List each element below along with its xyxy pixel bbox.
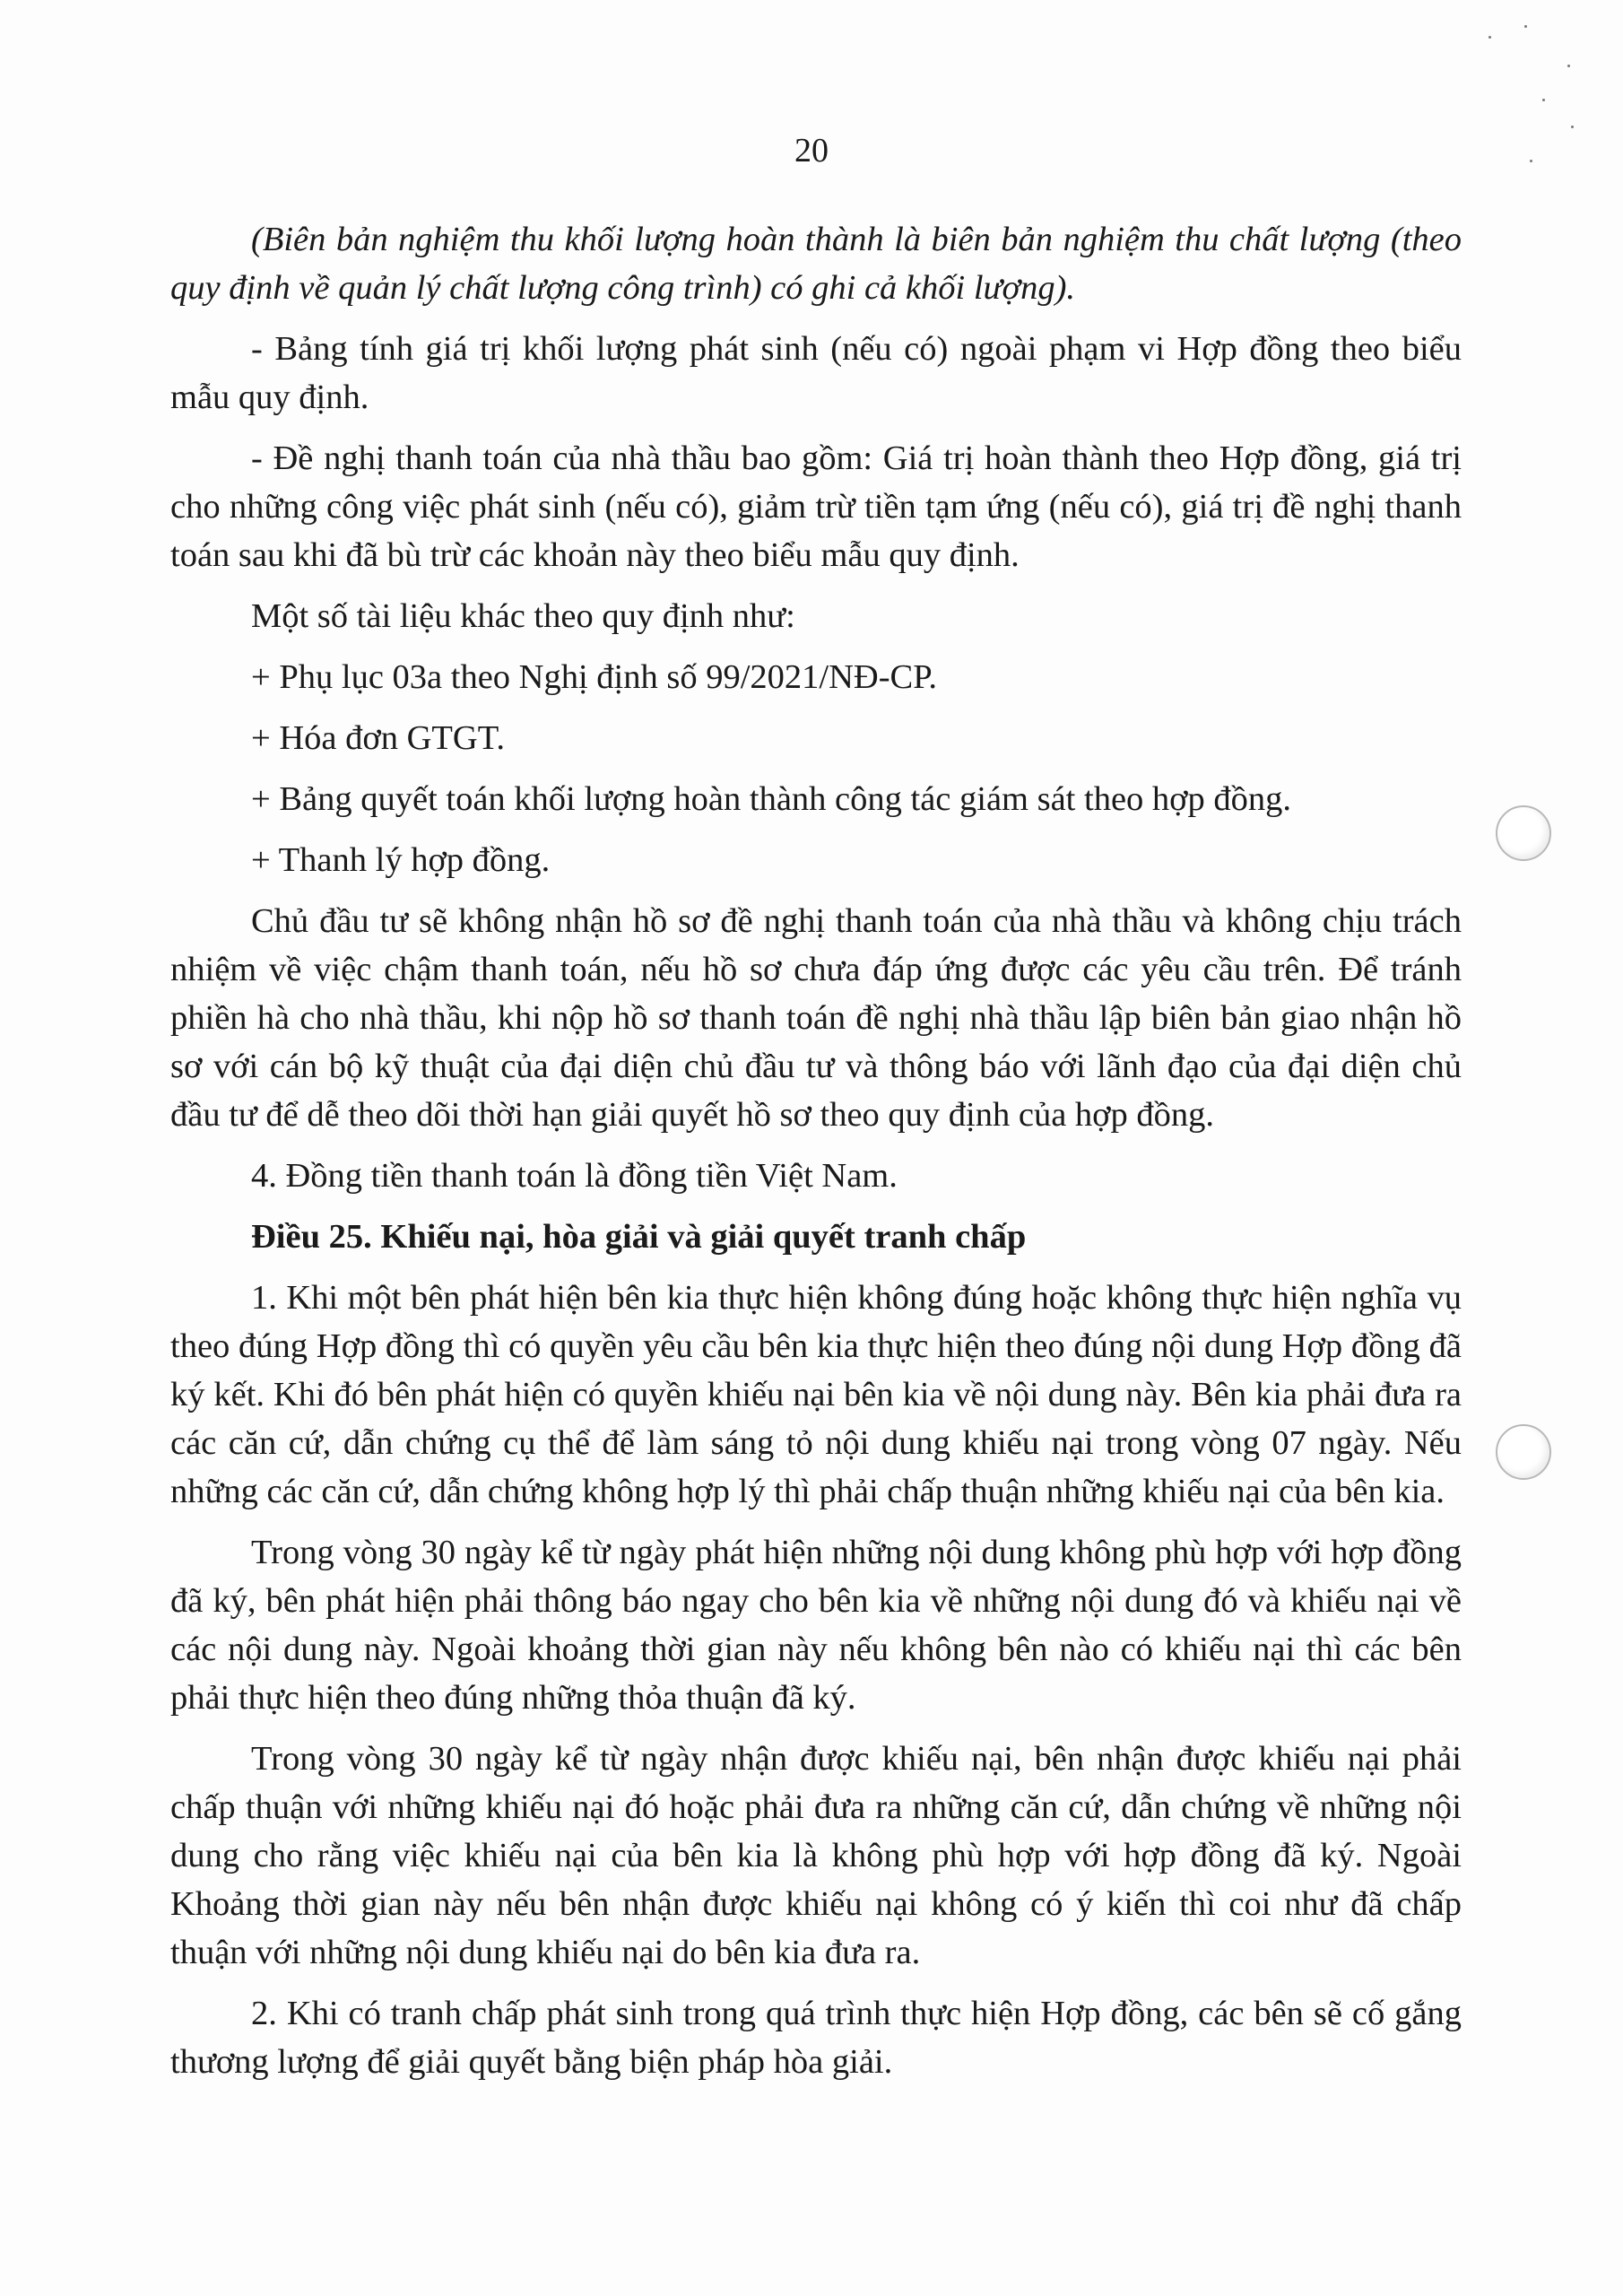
paragraph: 4. Đồng tiền thanh toán là đồng tiền Việt Nam.	[251, 1157, 898, 1195]
paragraph: Chủ đầu tư sẽ không nhận hồ sơ đề nghị thanh toán của nhà thầu và không chịu trách nhiệm về việc chậm thanh toán, nếu hồ sơ chưa đáp ứng được các yêu cầu trên. Để tránh phiền hà cho nhà thầu, khi nộp hồ sơ thanh toán đề nghị nhà thầu lập biên bản giao nhận hồ sơ với cán bộ kỹ thuật của đại diện chủ đầu tư và thông báo với lãnh đạo của đại diện chủ đầu tư để dễ theo dõi thời hạn giải quyết hồ sơ theo quy định của hợp đồng.	[170, 902, 1462, 1134]
paragraph: 1. Khi một bên phát hiện bên kia thực hiện không đúng hoặc không thực hiện nghĩa vụ theo đúng Hợp đồng thì có quyền yêu cầu bên kia thực hiện theo đúng nội dung Hợp đồng đã ký kết. Khi đó bên phát hiện có quyền khiếu nại bên kia về nội dung này. Bên kia phải đưa ra các căn cứ, dẫn chứng cụ thể để làm sáng tỏ nội dung khiếu nại trong vòng 07 ngày. Nếu những các căn cứ, dẫn chứng không hợp lý thì phải chấp thuận những khiếu nại của bên kia.	[170, 1279, 1462, 1510]
scan-speck	[1571, 126, 1574, 128]
section-heading: Điều 25. Khiếu nại, hòa giải và giải quyết tranh chấp	[251, 1218, 1027, 1256]
paragraph: Một số tài liệu khác theo quy định như:	[251, 597, 795, 635]
scan-speck	[1524, 25, 1527, 28]
page-number: 20	[794, 132, 829, 170]
paragraph: (Biên bản nghiệm thu khối lượng hoàn thành là biên bản nghiệm thu chất lượng (theo quy định về quản lý chất lượng công trình) có ghi cả khối lượng).	[170, 221, 1462, 307]
paragraph: 2. Khi có tranh chấp phát sinh trong quá trình thực hiện Hợp đồng, các bên sẽ cố gắng thương lượng để giải quyết bằng biện pháp hòa giải.	[170, 1995, 1462, 2081]
paragraph: Trong vòng 30 ngày kể từ ngày phát hiện những nội dung không phù hợp với hợp đồng đã ký, bên phát hiện phải thông báo ngay cho bên kia về những nội dung đó và khiếu nại về các nội dung này. Ngoài khoảng thời gian này nếu không bên nào có khiếu nại thì các bên phải thực hiện theo đúng những thỏa thuận đã ký.	[170, 1534, 1462, 1717]
punch-hole	[1496, 1424, 1551, 1480]
scan-speck	[1488, 36, 1491, 39]
punch-hole	[1496, 805, 1551, 861]
paragraph: + Phụ lục 03a theo Nghị định số 99/2021/NĐ-CP.	[251, 658, 937, 696]
paragraph: + Bảng quyết toán khối lượng hoàn thành công tác giám sát theo hợp đồng.	[251, 780, 1292, 818]
document-body	[170, 215, 1462, 2099]
scan-speck	[1542, 99, 1545, 101]
paragraph: + Hóa đơn GTGT.	[251, 719, 505, 757]
paragraph: - Đề nghị thanh toán của nhà thầu bao gồm: Giá trị hoàn thành theo Hợp đồng, giá trị cho những công việc phát sinh (nếu có), giảm trừ tiền tạm ứng (nếu có), giá trị đề nghị thanh toán sau khi đã bù trừ các khoản này theo biểu mẫu quy định.	[170, 439, 1462, 574]
paragraph: Trong vòng 30 ngày kể từ ngày nhận được khiếu nại, bên nhận được khiếu nại phải chấp thuận với những khiếu nại đó hoặc phải đưa ra những căn cứ, dẫn chứng về những nội dung cho rằng việc khiếu nại của bên kia là không phù hợp với hợp đồng đã ký. Ngoài Khoảng thời gian này nếu bên nhận được khiếu nại không có ý kiến thì coi như đã chấp thuận với những nội dung khiếu nại do bên kia đưa ra.	[170, 1740, 1462, 1971]
paragraph: + Thanh lý hợp đồng.	[251, 841, 551, 879]
scan-speck	[1567, 65, 1570, 67]
paragraph: - Bảng tính giá trị khối lượng phát sinh (nếu có) ngoài phạm vi Hợp đồng theo biểu mẫu quy định.	[170, 330, 1462, 416]
